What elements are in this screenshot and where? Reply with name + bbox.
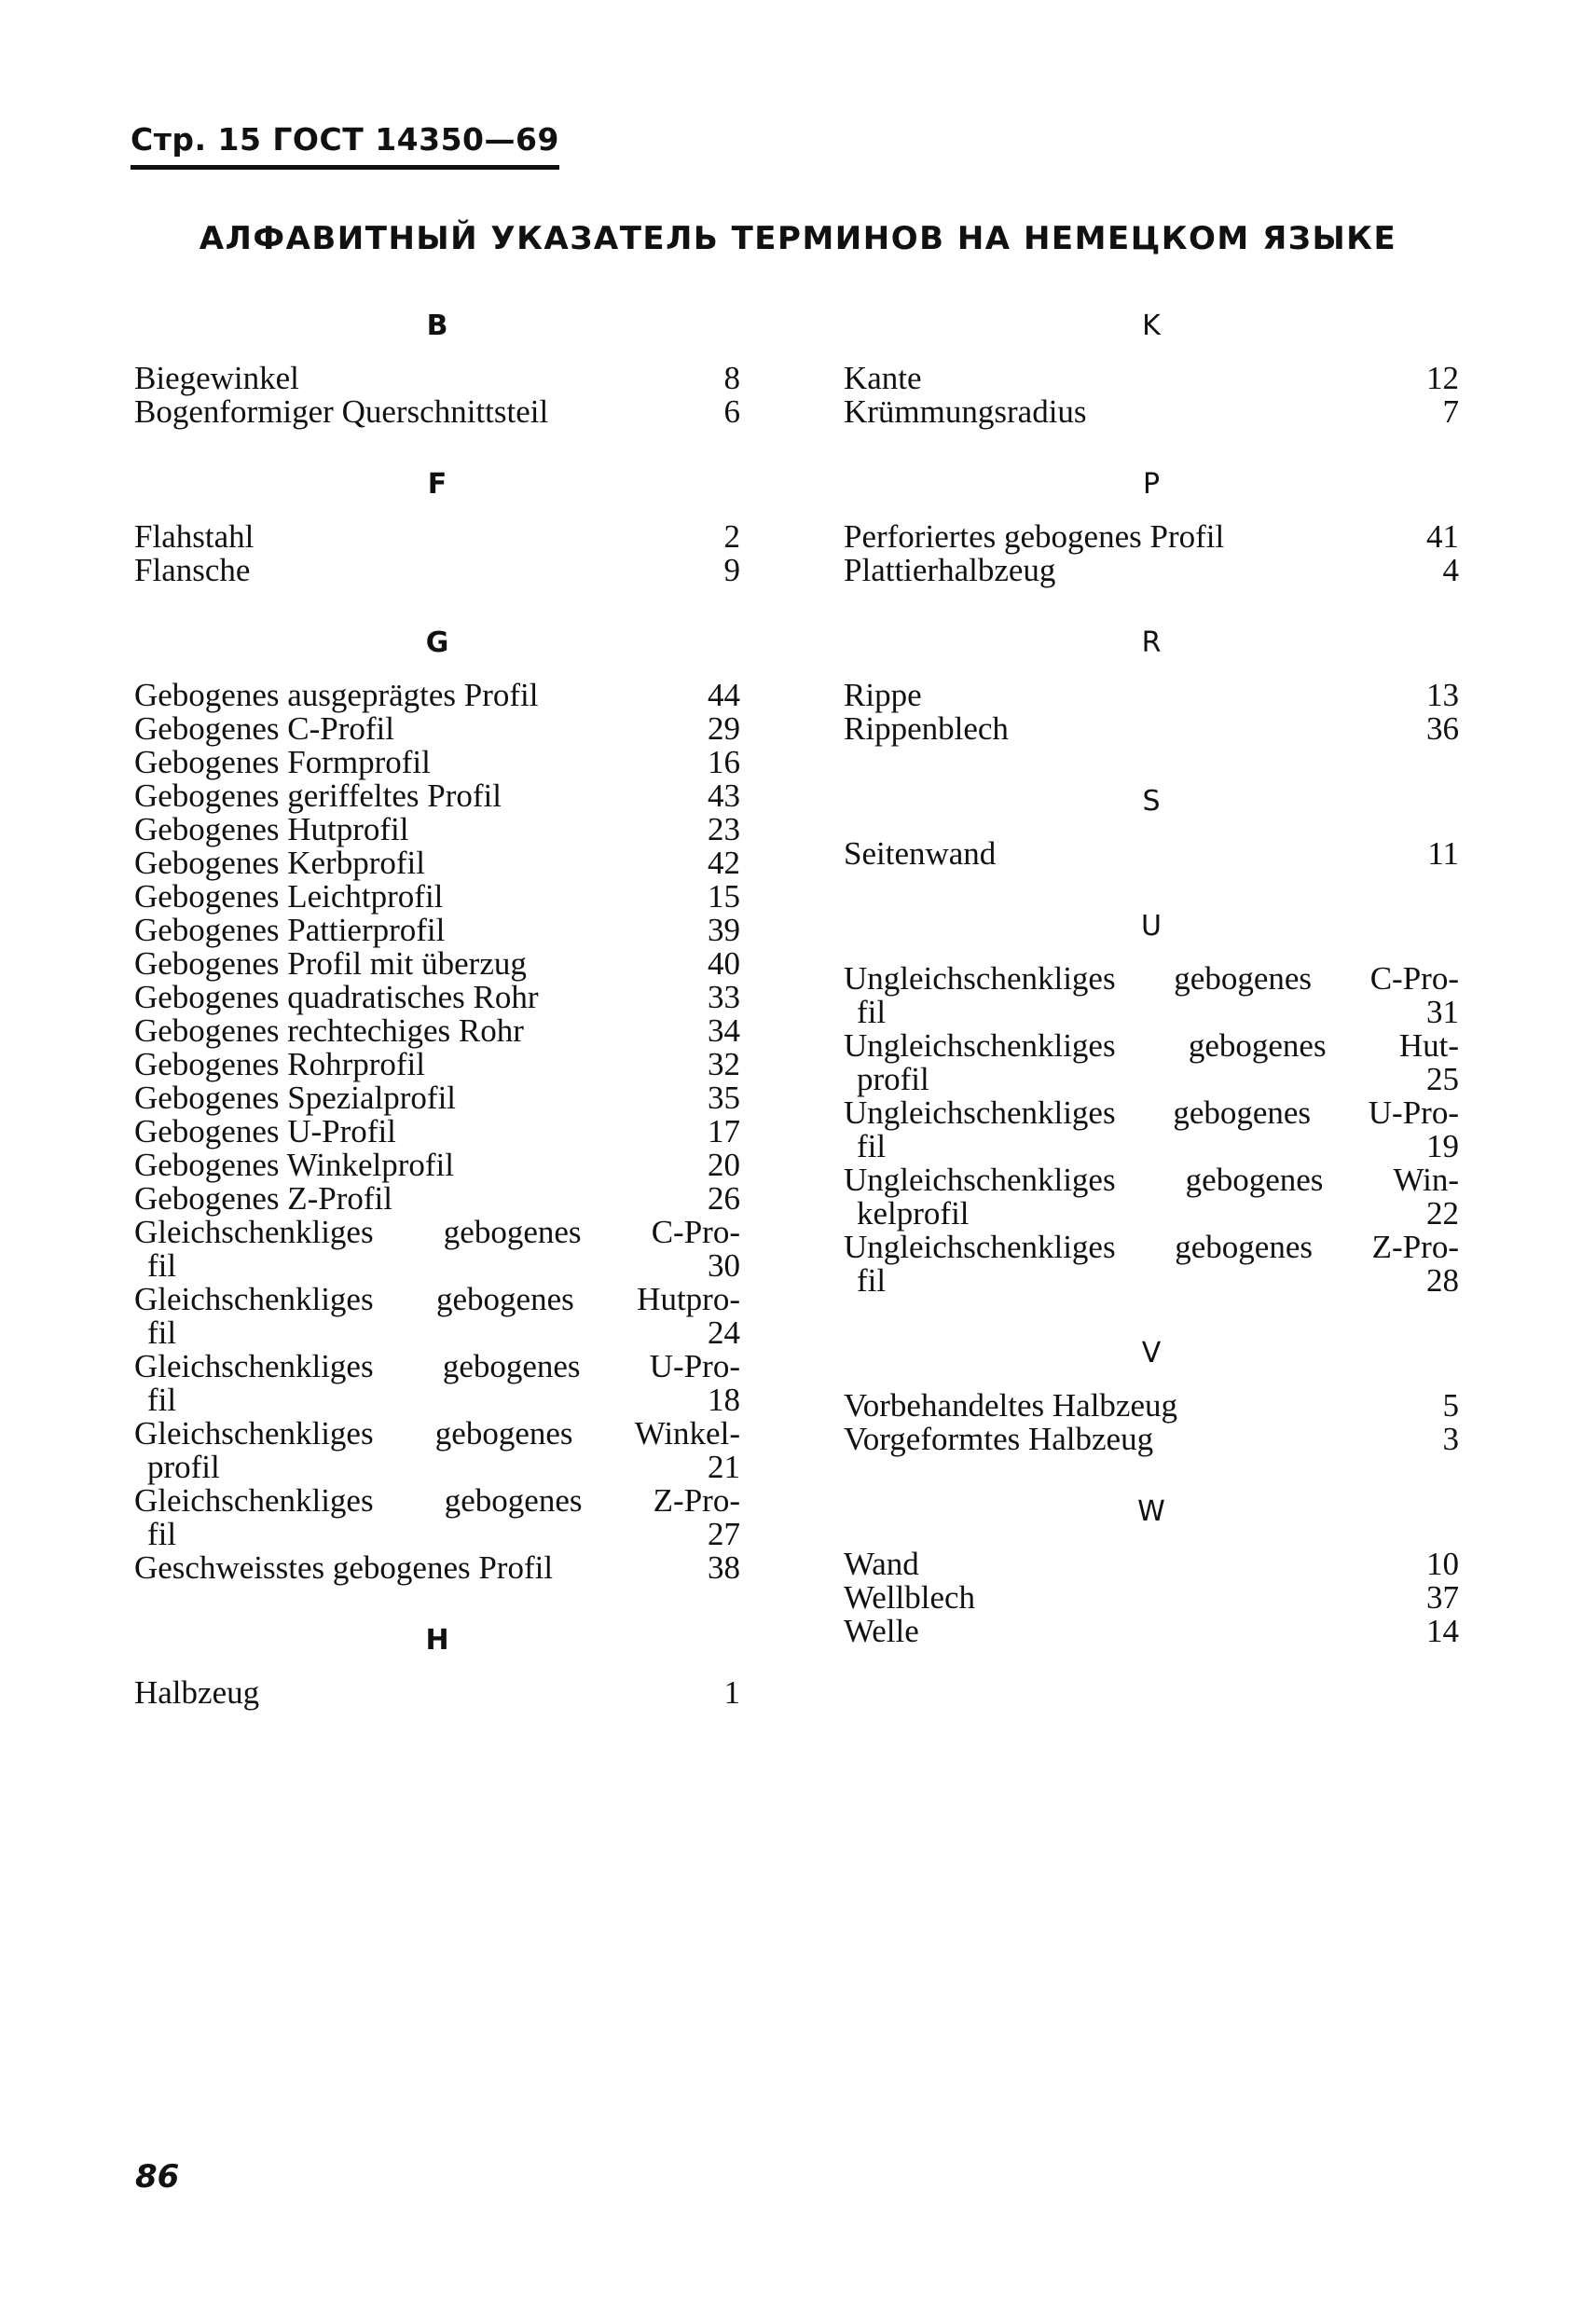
entry-number: 41 <box>1426 518 1459 555</box>
entry-number: 2 <box>723 518 740 555</box>
index-entry <box>134 1048 740 1081</box>
entry-term: Gebogenes Leichtprofil <box>134 878 444 915</box>
page-header: Стр. 15 ГОСТ 14350—69 <box>131 121 559 170</box>
entry-list <box>844 837 1459 871</box>
entry-term: Plattierhalbzeug <box>844 552 1056 588</box>
entry-term-word: fil <box>857 1262 887 1299</box>
index-entry <box>134 914 740 947</box>
entry-term: Gebogenes quadratisches Rohr <box>134 979 539 1015</box>
index-entry-wrapped <box>134 1350 740 1417</box>
section-g <box>134 613 740 1585</box>
entry-number: 32 <box>708 1046 740 1082</box>
entry-number: 3 <box>1442 1421 1459 1457</box>
entry-term-word: Win- <box>1393 1162 1459 1198</box>
index-entry <box>134 1014 740 1048</box>
index-entry-wrapped <box>134 1417 740 1484</box>
entry-term: Gebogenes Kerbprofil <box>134 845 425 881</box>
entry-term-word: C-Pro- <box>651 1214 740 1250</box>
entry-term-continuation <box>134 1383 740 1417</box>
index-entry <box>134 880 740 914</box>
entry-term-continuation <box>844 1063 1459 1096</box>
entry-number: 31 <box>1426 994 1459 1030</box>
entry-term-word: Ungleichschenkliges <box>844 1027 1116 1064</box>
entry-number: 20 <box>708 1147 740 1183</box>
entry-number: 43 <box>708 778 740 814</box>
entry-term-word: Gleichschenkliges <box>134 1281 374 1317</box>
entry-term: Welle <box>844 1613 919 1649</box>
index-entry <box>844 712 1459 746</box>
entry-term-continuation <box>134 1518 740 1551</box>
section-v <box>844 1324 1459 1456</box>
section-letter: R <box>1141 626 1162 659</box>
entry-term-continuation <box>134 1249 740 1283</box>
entry-term-continuation <box>844 1130 1459 1163</box>
entry-term: Gebogenes Profil mit überzug <box>134 945 527 982</box>
section-letter: S <box>1142 785 1161 818</box>
index-entry-wrapped <box>844 1096 1459 1163</box>
index-entry-wrapped <box>844 1029 1459 1096</box>
entry-number: 10 <box>1426 1546 1459 1582</box>
entry-number: 6 <box>723 393 740 430</box>
index-entry <box>134 679 740 712</box>
entry-term-word: Gleichschenkliges <box>134 1214 374 1250</box>
index-entry <box>844 1389 1459 1423</box>
entry-term-word: gebogenes <box>443 1214 582 1250</box>
entry-term: Gebogenes Pattierprofil <box>134 912 446 948</box>
entry-term-continuation <box>844 1264 1459 1298</box>
section-s <box>844 772 1459 871</box>
index-entry <box>134 746 740 779</box>
entry-number: 39 <box>708 912 740 948</box>
entry-term-word: fil <box>147 1314 177 1351</box>
entry-number: 9 <box>723 552 740 588</box>
entry-term: Gebogenes U-Profil <box>134 1113 396 1149</box>
entry-term-word: U-Pro- <box>649 1348 740 1384</box>
entry-term-word: Hutpro- <box>637 1281 740 1317</box>
section-letter: K <box>1142 310 1161 342</box>
entry-term-line <box>134 1417 740 1451</box>
entry-term-word: gebogenes <box>1185 1162 1324 1198</box>
entry-term-word: fil <box>857 994 887 1030</box>
section-b <box>134 296 740 429</box>
entry-term-line <box>844 1231 1459 1264</box>
section-letter: P <box>1142 468 1161 501</box>
index-entry <box>134 1115 740 1149</box>
entry-term: Gebogenes Z-Profil <box>134 1180 393 1217</box>
entry-term-line <box>844 1163 1459 1197</box>
index-entry-wrapped <box>134 1216 740 1283</box>
right-column <box>844 296 1459 1674</box>
section-u <box>844 897 1459 1298</box>
document-title: АЛФАВИТНЫЙ УКАЗАТЕЛЬ ТЕРМИНОВ НА НЕМЕЦКОМ ЯЗЫКЕ <box>199 220 1397 257</box>
entry-list <box>844 520 1459 587</box>
index-entry <box>134 981 740 1014</box>
entry-term: Gebogenes Spezialprofil <box>134 1080 457 1116</box>
entry-term-word: fil <box>857 1128 887 1164</box>
entry-term-line <box>134 1216 740 1249</box>
entry-number: 8 <box>723 360 740 396</box>
entry-term-word: Ungleichschenkliges <box>844 1229 1116 1265</box>
entry-term-word: kelprofil <box>857 1195 970 1232</box>
entry-number: 42 <box>708 845 740 881</box>
entry-term: Vorgeformtes Halbzeug <box>844 1421 1154 1457</box>
entry-term: Seitenwand <box>844 835 997 872</box>
section-letter: V <box>1141 1337 1162 1369</box>
entry-term-word: gebogenes <box>436 1281 574 1317</box>
entry-term-word: Ungleichschenkliges <box>844 1094 1116 1131</box>
section-r <box>844 613 1459 746</box>
section-h <box>134 1611 740 1710</box>
entry-term-continuation <box>134 1316 740 1350</box>
entry-list <box>134 520 740 587</box>
section-p <box>844 455 1459 587</box>
entry-term: Bogenformiger Querschnittsteil <box>134 393 549 430</box>
entry-term-word: Gleichschenkliges <box>134 1482 374 1519</box>
entry-number: 26 <box>708 1180 740 1217</box>
index-entry-wrapped <box>134 1484 740 1551</box>
entry-number: 34 <box>708 1012 740 1049</box>
entry-term-word: profil <box>857 1061 929 1097</box>
entry-term-word: gebogenes <box>1188 1027 1327 1064</box>
section-k <box>844 296 1459 429</box>
entry-term-continuation <box>844 1197 1459 1231</box>
entry-number: 1 <box>723 1674 740 1711</box>
entry-number: 28 <box>1426 1262 1459 1299</box>
entry-term-word: Gleichschenkliges <box>134 1348 374 1384</box>
entry-term-continuation <box>134 1451 740 1484</box>
entry-number: 13 <box>1426 677 1459 713</box>
entry-term: Wellblech <box>844 1579 976 1616</box>
entry-number: 12 <box>1426 360 1459 396</box>
entry-term-word: C-Pro- <box>1369 960 1459 997</box>
index-entry <box>134 554 740 587</box>
index-entry <box>134 1676 740 1710</box>
index-entry <box>844 1548 1459 1581</box>
index-entry <box>844 1423 1459 1456</box>
entry-term: Gebogenes geriffeltes Profil <box>134 778 502 814</box>
entry-term-word: gebogenes <box>442 1348 581 1384</box>
entry-term: Gebogenes Formprofil <box>134 744 431 780</box>
section-f <box>134 455 740 587</box>
index-entry <box>134 1551 740 1585</box>
index-entry <box>134 813 740 846</box>
entry-term-word: Z-Pro- <box>1371 1229 1459 1265</box>
section-w <box>844 1482 1459 1648</box>
index-entry <box>134 395 740 429</box>
entry-term: Gebogenes Winkelprofil <box>134 1147 454 1183</box>
entry-number: 15 <box>708 878 740 915</box>
entry-number: 30 <box>708 1247 740 1284</box>
entry-term-word: gebogenes <box>1173 1094 1312 1131</box>
entry-number: 22 <box>1426 1195 1459 1232</box>
entry-term-word: U-Pro- <box>1368 1094 1459 1131</box>
index-entry <box>134 362 740 395</box>
entry-term-line <box>134 1484 740 1518</box>
index-entry <box>844 520 1459 554</box>
index-entry <box>134 712 740 746</box>
entry-term-word: Ungleichschenkliges <box>844 960 1116 997</box>
entry-term: Gebogenes Rohrprofil <box>134 1046 426 1082</box>
entry-list-wrapped <box>134 1216 740 1551</box>
entry-term: Wand <box>844 1546 919 1582</box>
entry-term: Gebogenes Hutprofil <box>134 811 409 847</box>
index-entry-wrapped <box>844 962 1459 1029</box>
entry-term-line <box>844 962 1459 996</box>
entry-number: 24 <box>708 1314 740 1351</box>
entry-list <box>134 1676 740 1710</box>
entry-list <box>844 362 1459 429</box>
entry-list <box>844 1548 1459 1648</box>
index-entry <box>134 1149 740 1182</box>
entry-number: 4 <box>1442 552 1459 588</box>
entry-term-line <box>134 1283 740 1316</box>
index-entry-wrapped <box>844 1163 1459 1231</box>
entry-number: 11 <box>1427 835 1459 872</box>
entry-term: Flahstahl <box>134 518 255 555</box>
entry-number: 25 <box>1426 1061 1459 1097</box>
entry-number: 27 <box>708 1516 740 1552</box>
entry-number: 37 <box>1426 1579 1459 1616</box>
entry-number: 14 <box>1426 1613 1459 1649</box>
entry-term: Kante <box>844 360 922 396</box>
entry-term-continuation <box>844 996 1459 1029</box>
entry-term: Halbzeug <box>134 1674 260 1711</box>
entry-number: 21 <box>708 1449 740 1485</box>
index-entry <box>134 1182 740 1216</box>
entry-list <box>134 362 740 429</box>
entry-term-word: gebogenes <box>1174 960 1313 997</box>
entry-term: Krümmungsradius <box>844 393 1087 430</box>
index-entry <box>134 846 740 880</box>
entry-number: 16 <box>708 744 740 780</box>
entry-term-word: profil <box>147 1449 220 1485</box>
entry-number: 18 <box>708 1382 740 1418</box>
entry-term-word: fil <box>147 1382 177 1418</box>
entry-term: Geschweisstes gebogenes Profil <box>134 1549 554 1586</box>
entry-term: Rippenblech <box>844 710 1009 747</box>
entry-term-line <box>134 1350 740 1383</box>
index-entry <box>134 1081 740 1115</box>
index-entry <box>844 837 1459 871</box>
index-entry-wrapped <box>844 1231 1459 1298</box>
entry-term-word: Hut- <box>1398 1027 1459 1064</box>
entry-term: Flansche <box>134 552 251 588</box>
entry-term: Gebogenes C-Profil <box>134 710 394 747</box>
entry-term-line <box>844 1096 1459 1130</box>
index-entry <box>844 554 1459 587</box>
index-entry <box>134 520 740 554</box>
entry-term-word: gebogenes <box>444 1482 583 1519</box>
entry-number: 17 <box>708 1113 740 1149</box>
entry-term: Gebogenes ausgeprägtes Profil <box>134 677 539 713</box>
section-letter: U <box>1141 910 1162 943</box>
index-entry <box>844 362 1459 395</box>
section-letter: F <box>427 468 447 501</box>
section-letter: W <box>1137 1495 1165 1528</box>
entry-term: Gebogenes rechtechiges Rohr <box>134 1012 524 1049</box>
entry-term-line <box>844 1029 1459 1063</box>
entry-term-word: Winkel- <box>634 1415 740 1452</box>
entry-term: Perforiertes gebogenes Profil <box>844 518 1225 555</box>
section-letter: H <box>425 1624 449 1657</box>
entry-number: 29 <box>708 710 740 747</box>
entry-term-word: Gleichschenkliges <box>134 1415 374 1452</box>
entry-list <box>844 1389 1459 1456</box>
entry-term-word: Z-Pro- <box>653 1482 740 1519</box>
entry-term-word: fil <box>147 1516 177 1552</box>
entry-number: 23 <box>708 811 740 847</box>
section-letter: G <box>425 626 449 659</box>
index-entry <box>844 1615 1459 1648</box>
entry-number: 19 <box>1426 1128 1459 1164</box>
index-entry <box>844 1581 1459 1615</box>
entry-list <box>134 679 740 1216</box>
index-entry-wrapped <box>134 1283 740 1350</box>
entry-term: Vorbehandeltes Halbzeug <box>844 1387 1177 1424</box>
entry-list <box>844 679 1459 746</box>
entry-list-wrapped <box>844 962 1459 1298</box>
index-entry <box>134 947 740 981</box>
left-column <box>134 296 740 1736</box>
section-letter: B <box>426 310 448 342</box>
entry-term-word: gebogenes <box>434 1415 573 1452</box>
entry-number: 33 <box>708 979 740 1015</box>
index-entry <box>844 395 1459 429</box>
index-entry <box>844 679 1459 712</box>
entry-term-word: Ungleichschenkliges <box>844 1162 1116 1198</box>
entry-number: 7 <box>1442 393 1459 430</box>
entry-term-word: gebogenes <box>1175 1229 1313 1265</box>
entry-number: 44 <box>708 677 740 713</box>
entry-term: Rippe <box>844 677 922 713</box>
entry-number: 35 <box>708 1080 740 1116</box>
entry-number: 40 <box>708 945 740 982</box>
entry-number: 38 <box>708 1549 740 1586</box>
index-entry <box>134 779 740 813</box>
entry-term: Biegewinkel <box>134 360 299 396</box>
page-number: 86 <box>135 2158 180 2195</box>
entry-number: 5 <box>1442 1387 1459 1424</box>
entry-term-word: fil <box>147 1247 177 1284</box>
entry-number: 36 <box>1426 710 1459 747</box>
